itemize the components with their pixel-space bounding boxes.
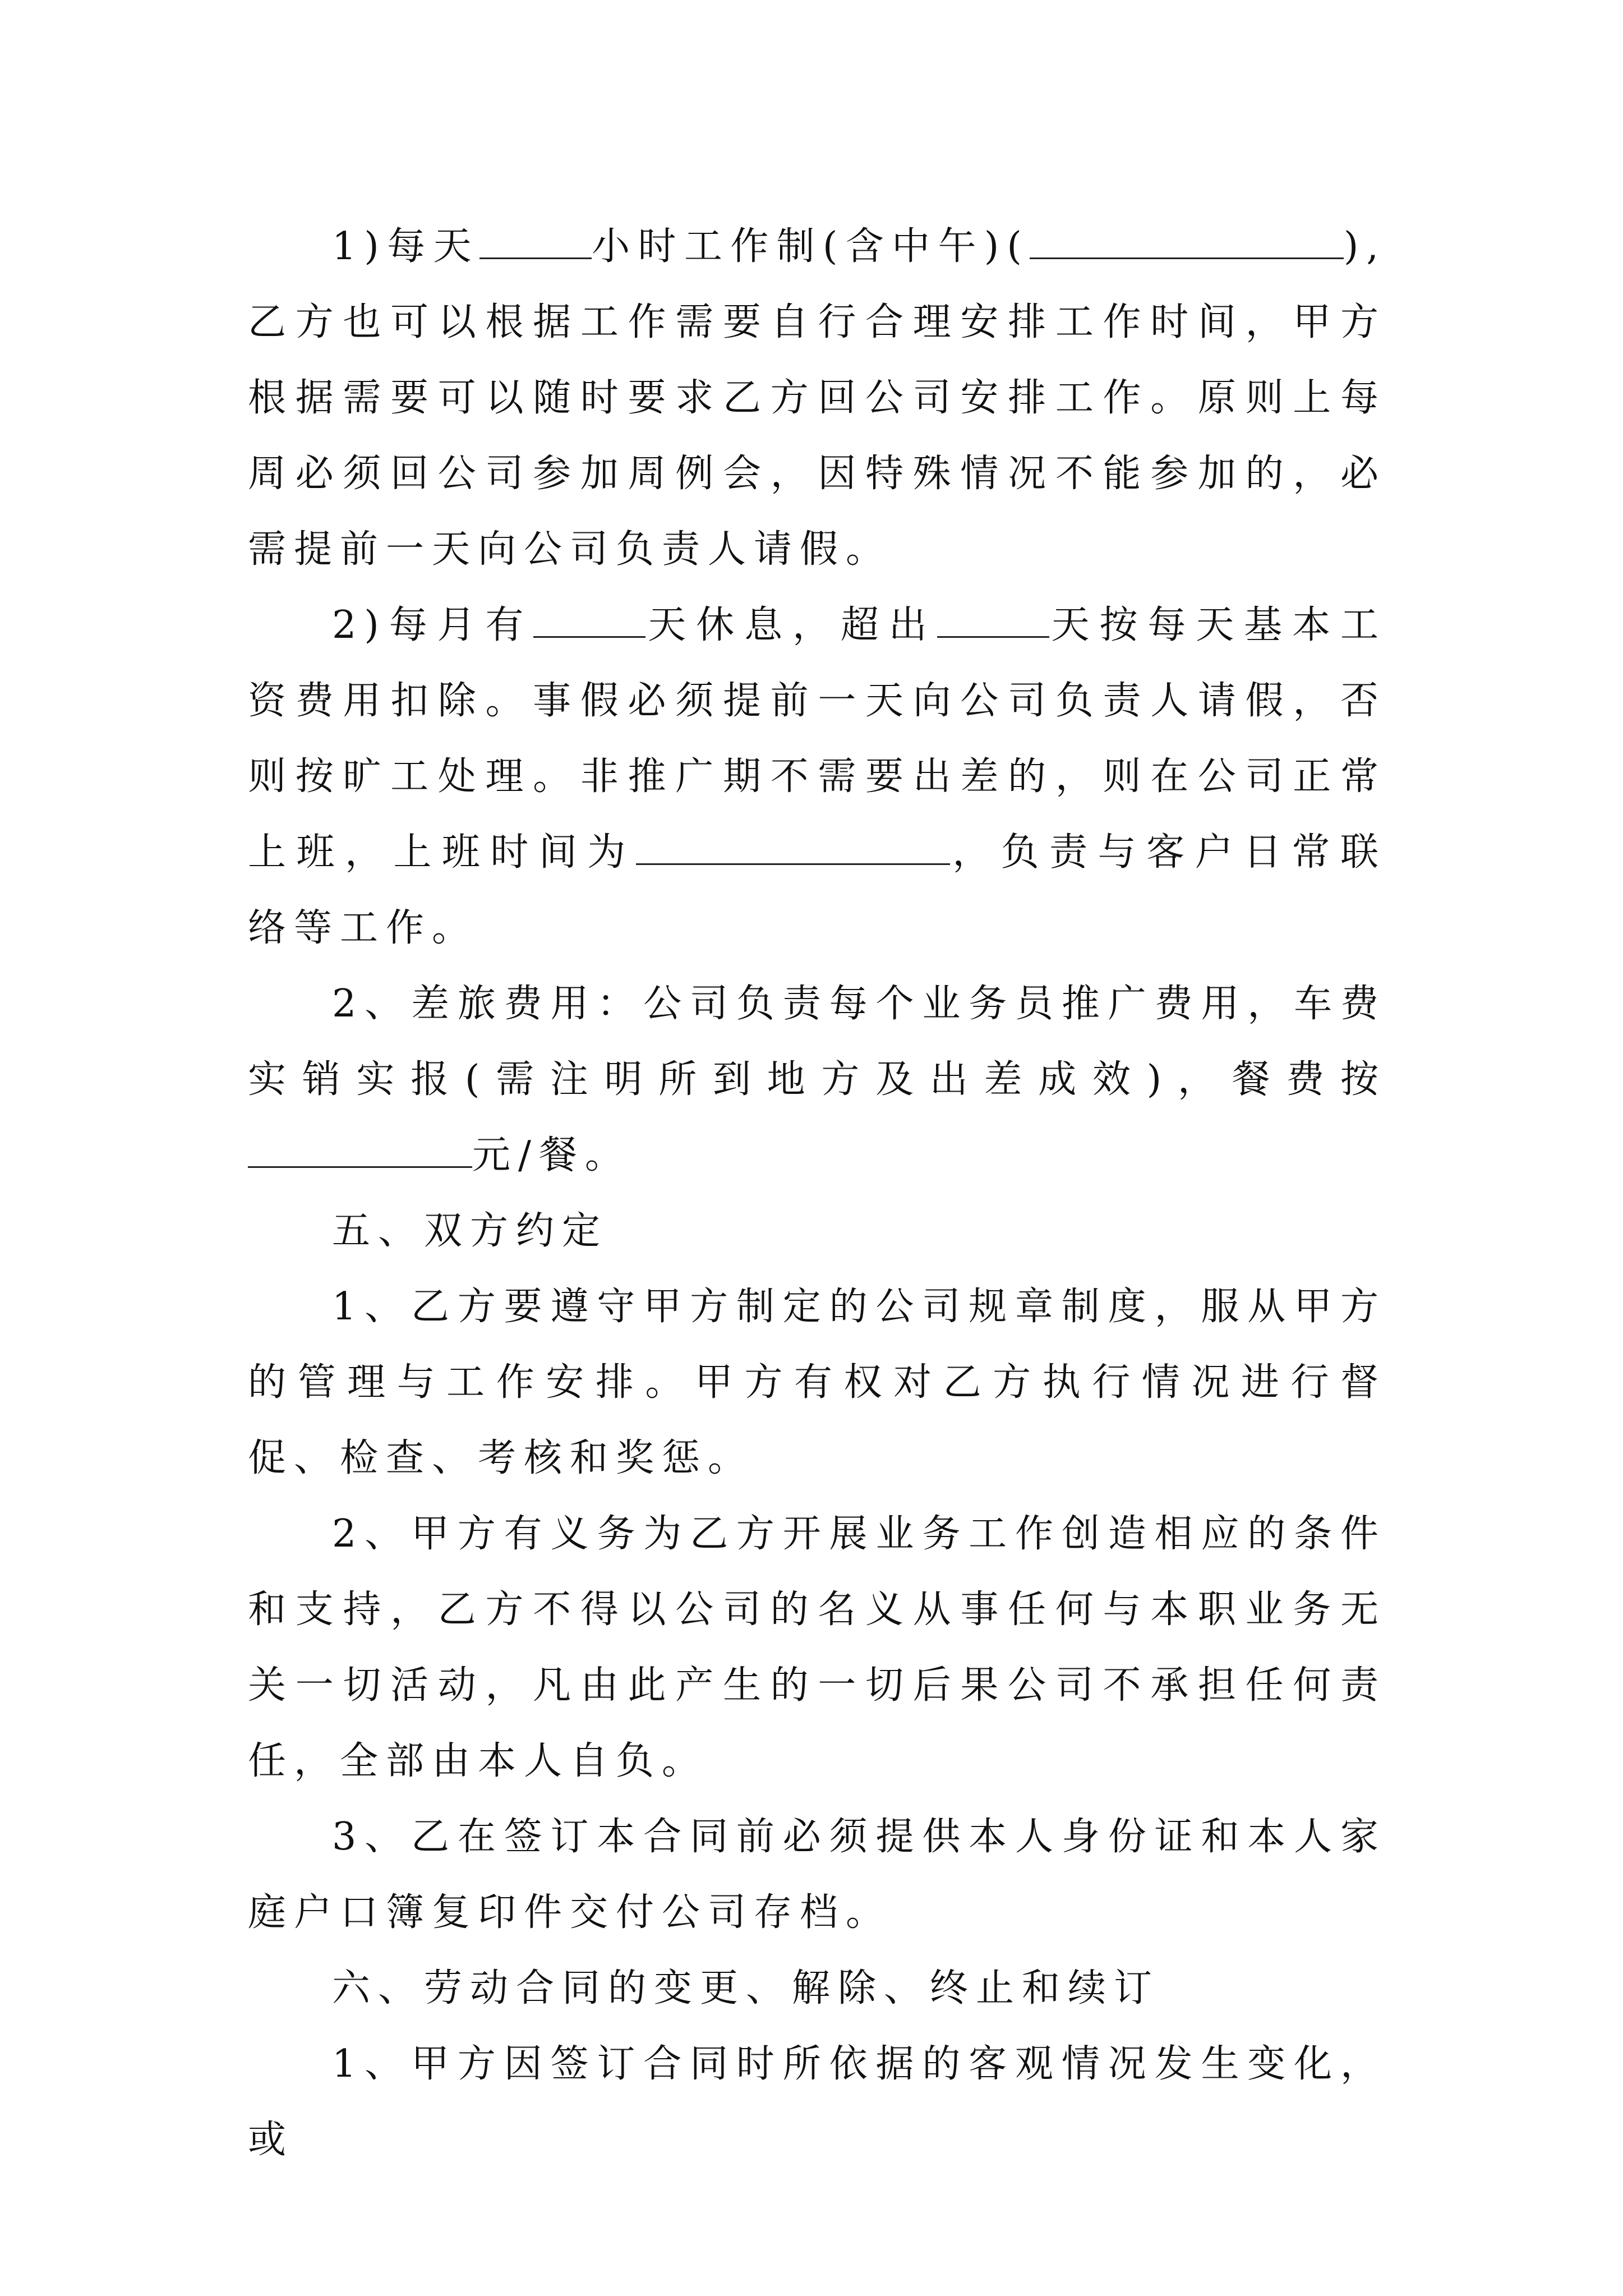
blank-field-exceed-days[interactable] [937, 600, 1049, 638]
paragraph-agreement-3: 3、乙在签订本合同前必须提供本人身份证和本人家庭户口簿复印件交付公司存档。 [248, 1815, 1386, 1935]
blank-field-hours-detail[interactable] [1030, 221, 1344, 259]
paragraph-agreement-1: 1、乙方要遵守甲方制定的公司规章制度，服从甲方的管理与工作安排。甲方有权对乙方执行情况进行督促、检查、考核和奖惩。 [248, 1285, 1386, 1480]
blank-field-rest-days[interactable] [533, 600, 645, 638]
paragraph-agreement-2: 2、甲方有义务为乙方开展业务工作创造相应的条件和支持，乙方不得以公司的名义从事任何与本职业务无关一切活动，凡由此产生的一切后果公司不承担任何责任，全部由本人自负。 [248, 1512, 1386, 1783]
text-segment: ),乙方也可以根据工作需要自行合理安排工作时间，甲方根据需要可以随时要求乙方回公司安排工作。原则上每周必须回公司参加周例会，因特殊情况不能参加的，必需提前一天向公司负责人请假。 [248, 224, 1386, 572]
text-segment: 天休息，超出 [645, 603, 937, 647]
paragraph-work-hours [248, 209, 1386, 587]
text-segment: 天按每天基本工资费用扣除。事假必须提前一天向公司负责人请假，否则按旷工处理。非推广期不需要出差的，则在公司正常上班，上班时间为 [248, 603, 1386, 875]
section-heading-contract-changes: 六、劳动合同的变更、解除、终止和续订 [332, 1966, 1160, 2010]
document-page [248, 209, 1386, 2178]
text-segment: 元/餐。 [472, 1133, 631, 1177]
blank-field-meal-amount[interactable] [248, 1130, 472, 1168]
text-segment: 1)每天 [332, 224, 479, 269]
paragraph-travel-expenses [248, 966, 1386, 1193]
blank-field-hours[interactable] [479, 221, 592, 259]
paragraph-contract-changes-1: 1、甲方因签订合同时所依据的客观情况发生变化，或 [248, 2042, 1386, 2162]
paragraph-rest-days [248, 587, 1386, 966]
text-segment: ，负责与客户日常联络等工作。 [248, 830, 1386, 950]
text-segment: 小时工作制(含中午)( [591, 224, 1030, 269]
text-segment: 2)每月有 [332, 603, 534, 647]
blank-field-office-hours[interactable] [636, 827, 950, 865]
text-segment: 2、差旅费用：公司负责每个业务员推广费用，车费实销实报(需注明所到地方及出差成效)，餐费按 [248, 982, 1386, 1102]
section-heading-agreement: 五、双方约定 [332, 1209, 608, 1253]
